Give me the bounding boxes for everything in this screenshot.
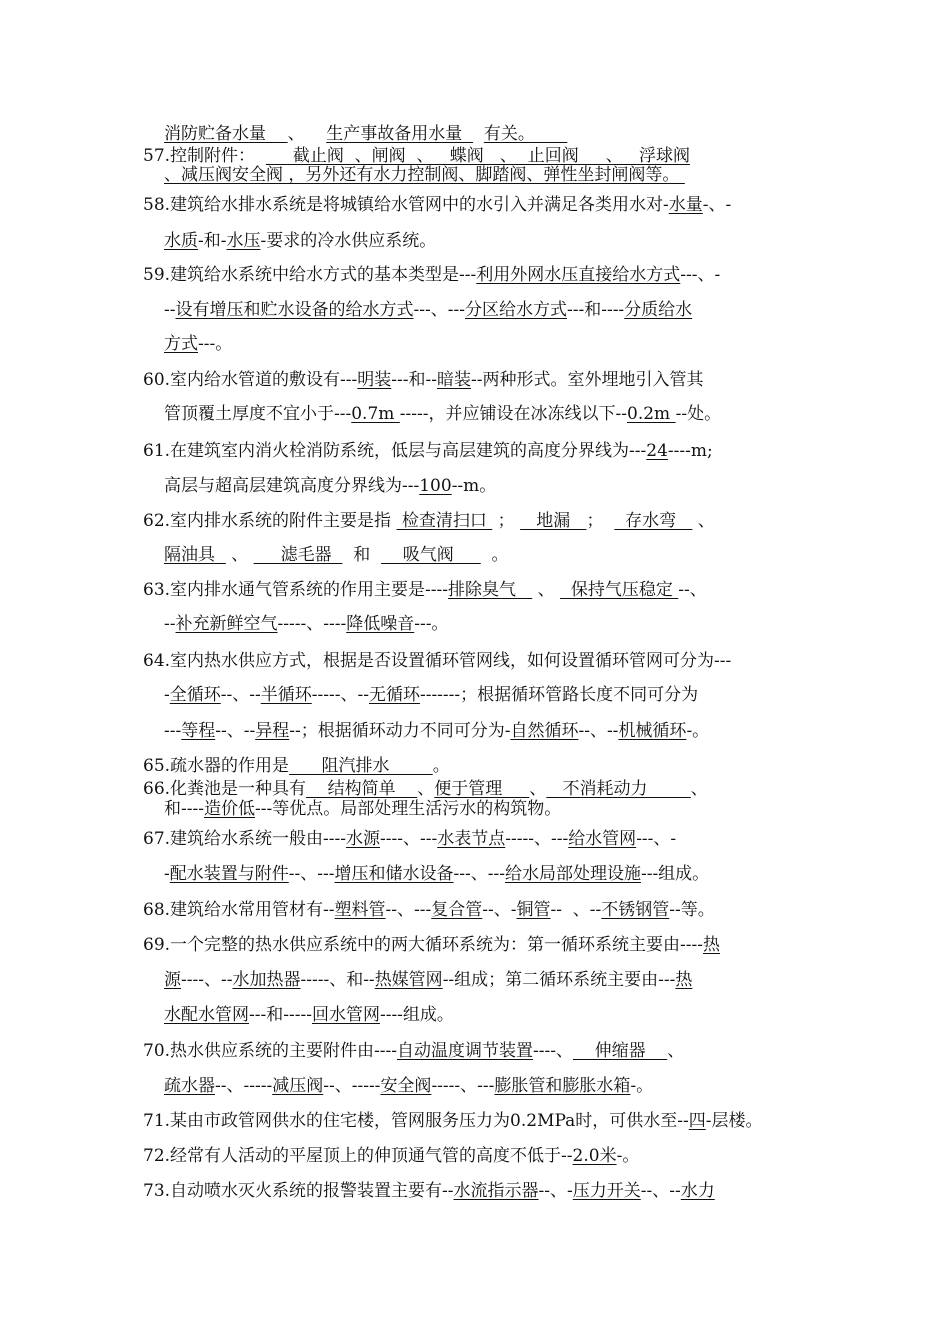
answer-text: 排除臭气 <box>448 580 533 600</box>
question-text: --、-- <box>640 1181 681 1201</box>
answer-text: 造价低 <box>203 799 255 819</box>
answer-text: 水压 <box>226 231 261 251</box>
answer-text: 不锈钢管 <box>601 900 670 920</box>
question-text: 61.在建筑室内消火栓消防系统，低层与高层建筑的高度分界线为--- <box>143 441 647 461</box>
question-text: --- <box>164 721 182 741</box>
question-text: -----，并应铺设在冰冻线以下-- <box>399 404 628 424</box>
answer-text: 给水管网 <box>568 829 637 849</box>
question-text: ----、--- <box>380 829 438 849</box>
question-text: -----、---- <box>277 614 347 634</box>
answer-text: 回水管网 <box>311 1005 380 1025</box>
answer-text: 安全阀 <box>380 1076 432 1096</box>
question-text: --两种形式。室外埋地引入管其 <box>471 370 704 390</box>
question-text: -------；根据循环管路长度不同可分为 <box>419 685 699 705</box>
question-text: 、 <box>667 1041 685 1061</box>
text-line <box>143 1146 639 1166</box>
answer-text: 热 <box>703 935 721 955</box>
question-text: -、- <box>702 195 732 215</box>
text-line <box>164 1005 454 1025</box>
answer-text: 阻汽排水 <box>289 756 433 776</box>
answer-text: 生产事故备用水量 <box>326 124 474 144</box>
text-line <box>164 231 436 251</box>
question-text: 、 <box>692 511 715 531</box>
answer-text: 减压阀 <box>272 1076 324 1096</box>
text-line <box>164 685 698 705</box>
answer-text: 保持气压稳定 <box>560 580 679 600</box>
question-text: ； <box>586 511 615 531</box>
question-text: 66.化粪池是一种具有 <box>143 779 307 799</box>
text-line <box>164 614 448 634</box>
question-text: 、 <box>529 779 547 799</box>
text-line <box>143 1041 684 1061</box>
answer-text: 疏水器 <box>164 1076 215 1096</box>
question-text: --、-- <box>215 721 256 741</box>
text-line <box>143 935 720 955</box>
answer-text: 便于管理 <box>434 779 530 799</box>
question-text: ---。 <box>198 334 233 354</box>
answer-text: 分区给水方式 <box>464 300 567 320</box>
question-text: --m。 <box>451 476 497 496</box>
question-text: ---和-- <box>391 370 438 390</box>
question-text: -----、-- <box>311 685 369 705</box>
answer-text: 源 <box>164 970 181 990</box>
question-text: ----、-- <box>181 970 233 990</box>
question-text: 63.室内排水通气管系统的作用主要是---- <box>143 580 449 600</box>
question-text: 65.疏水器的作用是 <box>143 756 290 776</box>
text-line <box>164 970 692 990</box>
question-text: --、- <box>482 900 517 920</box>
question-text: -要求的冷水供应系统。 <box>260 231 437 251</box>
question-text: 62.室内排水系统的附件主要是指 <box>143 511 397 531</box>
text-line <box>164 404 721 424</box>
question-text: 73.自动喷水灭火系统的报警装置主要有-- <box>143 1181 454 1201</box>
question-text: 71.某由市政管网供水的住宅楼，管网服务压力为0.2MPa时，可供水至-- <box>143 1111 689 1131</box>
question-text: --组成；第二循环系统主要由--- <box>442 970 676 990</box>
question-text: --、-- <box>578 721 619 741</box>
text-line <box>164 124 567 144</box>
question-text: 64.室内热水供应方式，根据是否设置循环管网线，如何设置循环管网可分为--- <box>143 651 732 671</box>
answer-text: 给水局部处理设施 <box>504 864 641 884</box>
text-line <box>143 441 713 461</box>
answer-text: 、减压阀安全阀 ，另外还有水力控制阀、脚踏阀、弹性坐封闸阀等。 <box>164 165 685 185</box>
question-text: -层楼。 <box>705 1111 763 1131</box>
question-text: 管顶覆土厚度不宜小于--- <box>164 404 352 424</box>
question-text: --等。 <box>669 900 715 920</box>
answer-text: 结构简单 <box>306 779 418 799</box>
answer-text: 0.2m <box>627 404 676 424</box>
answer-text: 等程 <box>181 721 216 741</box>
text-line <box>143 779 708 799</box>
answer-text: 水源 <box>346 829 381 849</box>
question-text: - <box>164 685 170 705</box>
answer-text: 热媒管网 <box>374 970 443 990</box>
question-text: -。 <box>616 1146 640 1166</box>
question-text: ---、- <box>636 829 677 849</box>
answer-text: 100 <box>419 476 452 496</box>
answer-text: 检查清扫口 <box>396 511 493 531</box>
text-line <box>164 864 709 884</box>
text-line <box>164 334 232 354</box>
answer-text: 水表节点 <box>437 829 506 849</box>
text-line <box>143 651 731 671</box>
answer-text: 水配水管网 <box>164 1005 249 1025</box>
answer-text: 24 <box>646 441 668 461</box>
question-text: --、- <box>538 1181 573 1201</box>
question-text: 69.一个完整的热水供应系统中的两大循环系统为：第一循环系统主要由---- <box>143 935 704 955</box>
question-text: 、 <box>690 779 708 799</box>
question-text: --、-- <box>220 685 261 705</box>
question-text: -- 、-- <box>550 900 602 920</box>
question-text: --、----- <box>323 1076 381 1096</box>
text-line <box>143 511 715 531</box>
answer-text: 铜管 <box>516 900 551 920</box>
answer-text: 增压和储水设备 <box>334 864 454 884</box>
answer-text: 地漏 <box>520 511 587 531</box>
question-text: -----、--- <box>505 829 569 849</box>
answer-text: 配水装置与附件 <box>169 864 289 884</box>
answer-text: 不消耗动力 <box>546 779 691 799</box>
answer-text: 水流指示器 <box>453 1181 539 1201</box>
answer-text: 消防贮备水量 <box>164 124 288 144</box>
question-text: --、 <box>678 580 707 600</box>
answer-text: 滤毛器 <box>253 545 343 565</box>
text-line <box>164 1076 653 1096</box>
answer-text: 复合管 <box>431 900 483 920</box>
question-text: 68.建筑给水常用管材有-- <box>143 900 335 920</box>
answer-text: 自然循环 <box>510 721 579 741</box>
question-text: ---和----- <box>249 1005 312 1025</box>
question-text: 60.室内给水管道的敷设有--- <box>143 370 358 390</box>
text-line <box>143 370 704 390</box>
question-text: ----、 <box>533 1041 573 1061</box>
text-line <box>143 146 690 166</box>
answer-text: 设有增压和贮水设备的给水方式 <box>175 300 414 320</box>
answer-text: 0.7m <box>351 404 400 424</box>
question-text: -----、--- <box>431 1076 495 1096</box>
question-text: 、 <box>225 545 254 565</box>
text-line <box>143 829 676 849</box>
question-text: -- <box>164 614 176 634</box>
question-text: 72.经常有人活动的平屋顶上的伸顶通气管的高度不低于-- <box>143 1146 573 1166</box>
text-line <box>143 265 720 285</box>
question-text: ----m; <box>667 441 713 461</box>
question-text: ---、--- <box>453 864 505 884</box>
question-text: ---。 <box>414 614 449 634</box>
question-text: -。 <box>686 721 710 741</box>
question-text: 。 <box>480 545 509 565</box>
question-text: --；根据循环动力不同可分为- <box>289 721 511 741</box>
question-text: ---、--- <box>413 300 465 320</box>
text-line <box>143 580 707 600</box>
question-text: ---等优点。局部处理生活污水的构筑物。 <box>254 799 562 819</box>
answer-text: 降低噪音 <box>346 614 415 634</box>
answer-text: 四 <box>688 1111 706 1131</box>
text-line <box>164 545 509 565</box>
question-text: --、--- <box>385 900 432 920</box>
answer-text: 全循环 <box>169 685 221 705</box>
answer-text: 自动温度调节装置 <box>397 1041 534 1061</box>
question-text: 和 <box>342 545 382 565</box>
question-text: 59.建筑给水系统中给水方式的基本类型是--- <box>143 265 477 285</box>
answer-text: 补充新鲜空气 <box>175 614 278 634</box>
answer-text: 明装 <box>357 370 392 390</box>
question-text: 57.控制附件： <box>143 146 266 166</box>
question-text: -- <box>164 300 176 320</box>
question-text: --、----- <box>215 1076 273 1096</box>
question-text: -。 <box>630 1076 654 1096</box>
question-text: 、 <box>417 779 435 799</box>
answer-text: 截止阀 、闸阀 、 蝶阀 、 止回阀 、 浮球阀 <box>265 146 690 166</box>
question-text: 67.建筑给水系统一般由---- <box>143 829 347 849</box>
question-text: 58.建筑给水排水系统是将城镇给水管网中的水引入并满足各类用水对- <box>143 195 669 215</box>
question-text: ---组成。 <box>640 864 710 884</box>
answer-text: 存水弯 <box>614 511 693 531</box>
question-text: - <box>164 864 170 884</box>
text-line <box>143 1111 763 1131</box>
answer-text: 膨胀管和膨胀水箱 <box>494 1076 631 1096</box>
question-text: 、 <box>287 124 327 144</box>
question-text: 高层与超高层建筑高度分界线为--- <box>164 476 420 496</box>
text-line <box>164 165 685 185</box>
answer-text: 2.0米 <box>572 1146 617 1166</box>
answer-text: 方式 <box>164 334 198 354</box>
text-line <box>143 195 731 215</box>
text-line <box>143 900 715 920</box>
answer-text: 利用外网水压直接给水方式 <box>476 265 681 285</box>
answer-text: 水加热器 <box>232 970 301 990</box>
answer-text: 有关。 <box>483 124 568 144</box>
question-text: --、--- <box>288 864 335 884</box>
answer-text: 异程 <box>255 721 290 741</box>
question-text <box>473 124 484 144</box>
text-line <box>164 476 496 496</box>
question-text: 和---- <box>164 799 204 819</box>
answer-text: 无循环 <box>368 685 420 705</box>
question-text: 、 <box>532 580 561 600</box>
question-text: 70.热水供应系统的主要附件由---- <box>143 1041 398 1061</box>
question-text: ----组成。 <box>379 1005 454 1025</box>
text-line <box>164 300 692 320</box>
answer-text: 机械循环 <box>618 721 687 741</box>
answer-text: 塑料管 <box>334 900 386 920</box>
question-text: ； <box>492 511 521 531</box>
answer-text: 压力开关 <box>572 1181 641 1201</box>
text-line <box>164 799 561 819</box>
answer-text: 水量 <box>668 195 703 215</box>
answer-text: 半循环 <box>260 685 312 705</box>
answer-text: 隔油具 <box>164 545 226 565</box>
question-text: --处。 <box>675 404 722 424</box>
answer-text: 水质 <box>164 231 198 251</box>
text-line <box>143 756 450 776</box>
answer-text: 分质给水 <box>624 300 693 320</box>
question-text: ---、- <box>680 265 721 285</box>
question-text: -----、和-- <box>300 970 375 990</box>
text-line <box>143 1181 715 1201</box>
question-text: 。 <box>432 756 450 776</box>
question-text: -和- <box>198 231 227 251</box>
text-line <box>164 721 709 741</box>
answer-text: 伸缩器 <box>573 1041 668 1061</box>
answer-text: 水力 <box>680 1181 715 1201</box>
question-text: ---和---- <box>566 300 625 320</box>
answer-text: 热 <box>675 970 693 990</box>
answer-text: 暗装 <box>437 370 472 390</box>
answer-text: 吸气阀 <box>381 545 481 565</box>
